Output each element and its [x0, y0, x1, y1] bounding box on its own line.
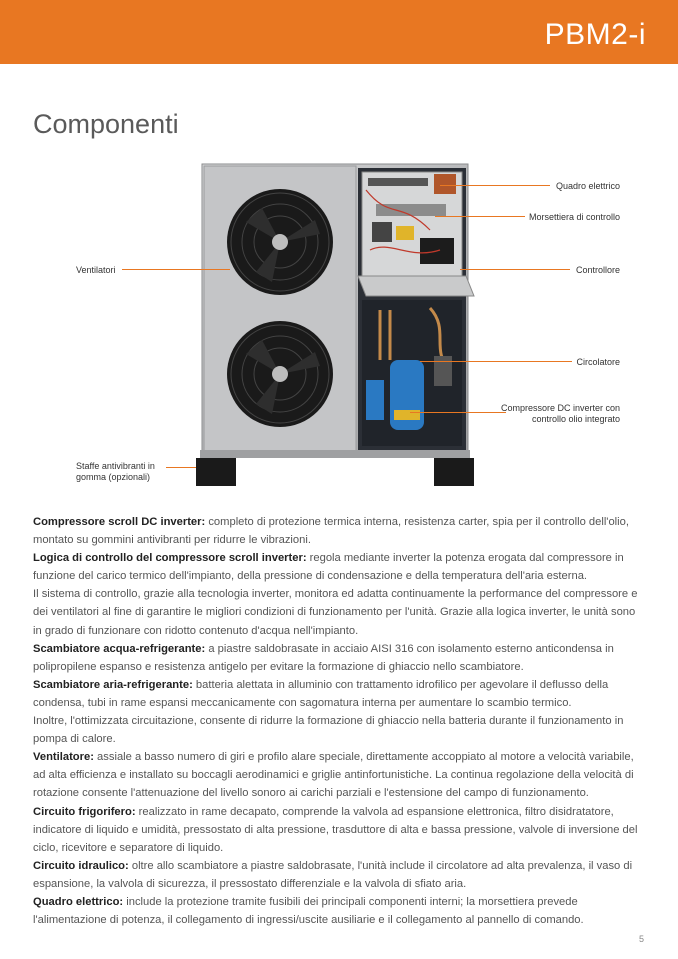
callout-morsettiera: Morsettiera di controllo: [528, 212, 620, 222]
callout-line-ventilatori: [122, 269, 230, 270]
callout-quadro-elettrico: Quadro elettrico: [555, 181, 620, 191]
paragraph: Ventilatore: assiale a basso numero di giri e profilo alare speciale, direttamente accoppiato al motore a velocità variabile, ad alta efficienza e installato su boccagli aerodinamici e griglie antinfortunistiche. La continua regolazione della velocità di rotazione consente l'attenuazione del livello sonoro ai carichi parziali e l'estensione del campo di funzionamento.: [33, 751, 634, 800]
model-name: PBM2-i: [544, 18, 646, 51]
page-number: 5: [638, 934, 644, 944]
callout-ventilatori: Ventilatori: [76, 265, 116, 275]
callout-staffe-line2: gomma (opzionali): [76, 472, 151, 482]
paragraph: Scambiatore acqua-refrigerante: a piastre saldobrasate in acciaio AISI 316 con isolamento esterno anticondensa in polipropilene espanso e resistenza antigelo per evitare la formazione di ghiaccio nello scambiatore.: [33, 642, 614, 673]
header-bar: [0, 0, 678, 64]
callout-line-staffe: [166, 467, 196, 468]
paragraph: Circuito idraulico: oltre allo scambiatore a piastre saldobrasate, l'unità include il circolatore ad alta prevalenza, il vaso di espansione, la valvola di sicurezza, il pressostato differenziale e la valvola di sfiato aria.: [33, 859, 633, 890]
paragraph: Circuito frigorifero: realizzato in rame decapato, comprende la valvola ad espansione elettronica, filtro disidratatore, indicatore di liquido e umidità, pressostato di alta pressione, trasduttore di alta e bassa pressione, valvole di inversione del ciclo, ricevitore e separatore di liquido.: [33, 805, 638, 854]
paragraph: Logica di controllo del compressore scroll inverter: regola mediante inverter la potenza erogata dal compressore in funzione del carico termico dell'impianto, della pressione di condensazione e della temperatura dell'aria esterna.: [33, 552, 624, 583]
component-descriptions: [33, 513, 645, 929]
paragraph: Compressore scroll DC inverter: completo di protezione termica interna, resistenza carter, spia per il controllo dell'olio, montato su gommini antivibranti per ridurre le vibrazioni.: [33, 516, 629, 547]
callout-staffe: [76, 461, 155, 483]
callout-compressore-line1: Compressore DC inverter con: [500, 403, 620, 413]
callout-controllore: Controllore: [575, 265, 620, 275]
callout-compressore: [480, 403, 620, 425]
fan-top: [227, 189, 333, 295]
fan-bottom: [227, 321, 333, 427]
callout-circolatore: Circolatore: [576, 357, 620, 367]
paragraph: Inoltre, l'ottimizzata circuitazione, consente di ridurre la formazione di ghiaccio nella batteria durante il funzionamento in pompa di calore.: [33, 715, 624, 746]
paragraph: Scambiatore aria-refrigerante: batteria alettata in alluminio con trattamento idrofilico per agevolare il deflusso della condensa, tubi in rame espansi meccanicamente con sagomatura interna per aumentare lo scambio termico.: [33, 678, 609, 709]
callout-staffe-line1: Staffe antivibranti in: [76, 461, 155, 471]
heat-pump-unit-image: [190, 160, 490, 490]
paragraph: Quadro elettrico: include la protezione tramite fusibili dei principali componenti interni; la morsettiera prevede l'alimentazione di potenza, il collegamento di ingressi/uscite ausiliarie e il collegamento al pannello di comando.: [33, 895, 584, 927]
section-title: Componenti: [33, 109, 179, 139]
paragraph: Il sistema di controllo, grazie alla tecnologia inverter, monitora ed adatta continuamente la performance del compressore e dei ventilatori al fine di garantire le migliori condizioni di funzionamento per l'unità. Grazie alla logica inverter, le unità sono in grado di funzionare con ridotto contenuto d'acqua nell'impianto.: [33, 588, 638, 637]
callout-compressore-line2: controllo olio integrato: [531, 414, 620, 424]
